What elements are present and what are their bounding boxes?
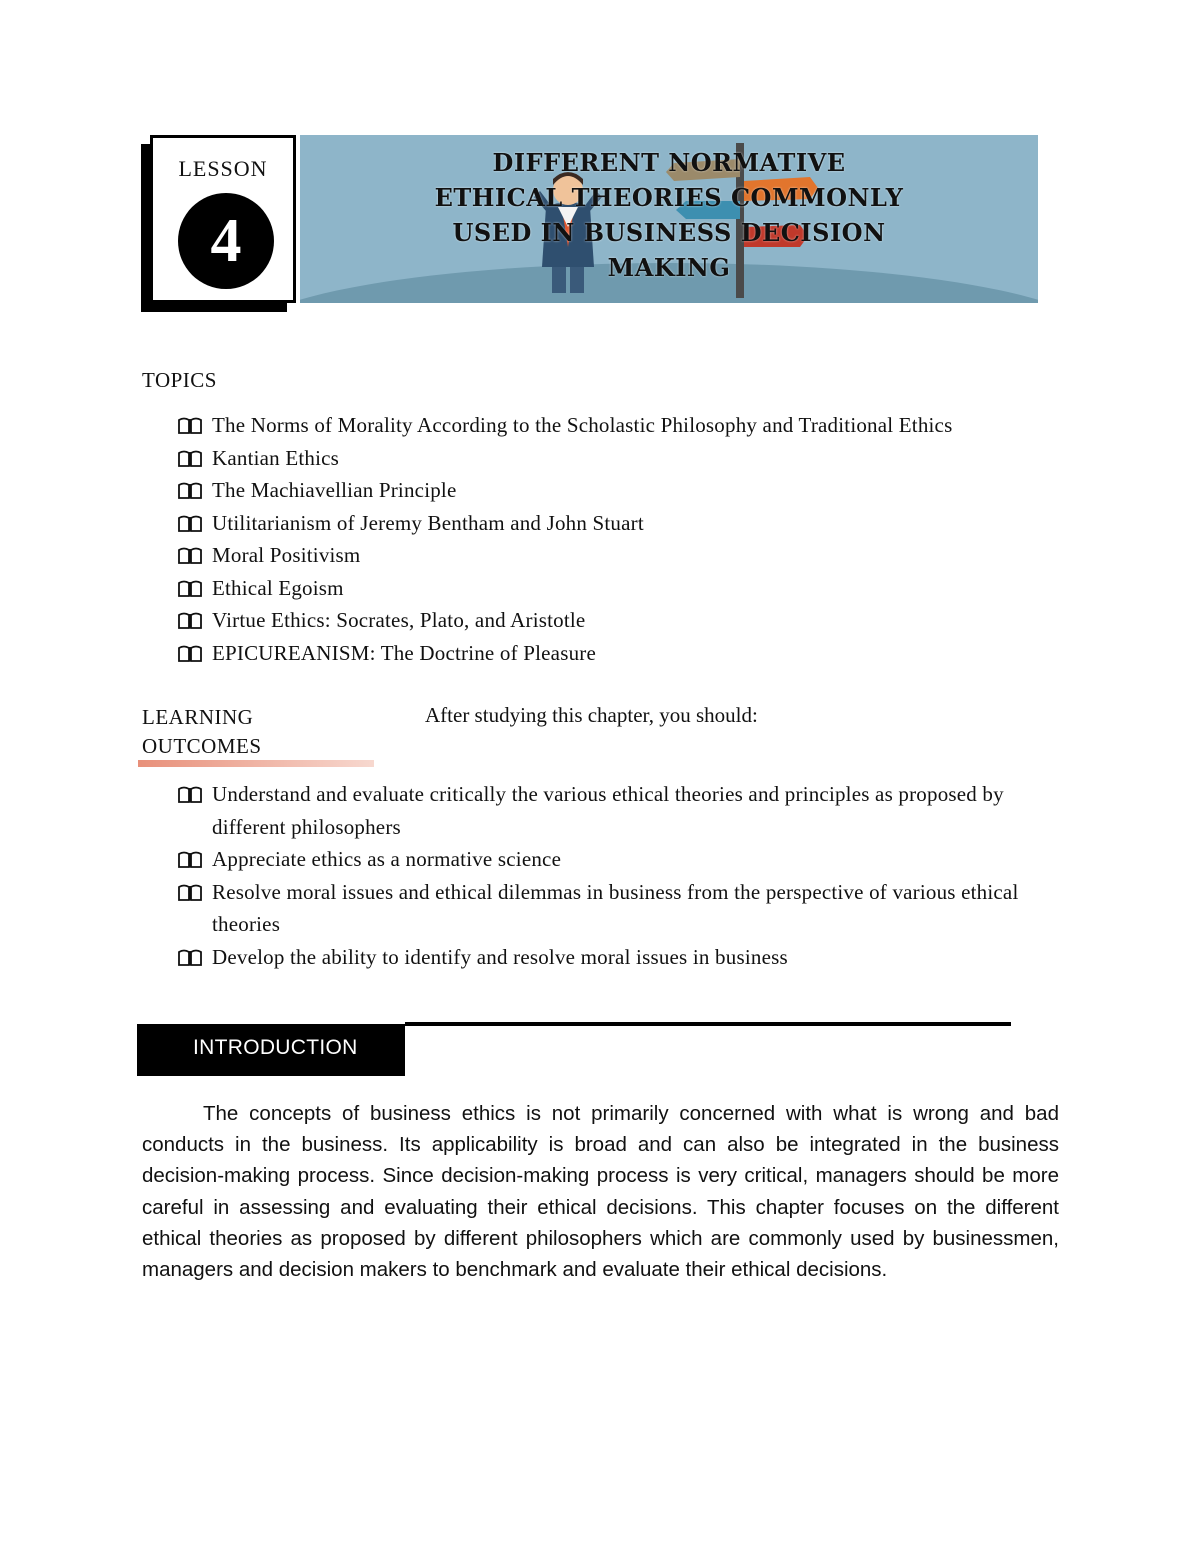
introduction-text: The concepts of business ethics is not primarily concerned with what is wrong and bad conducts in the business. Its applicability is broad and can also be integrated in the business decision-making process. Since decision-making process is very critical, managers should be more careful in assessing and evaluating their ethical decisions. This chapter focuses on the different ethical theories as proposed by different philosophers which are commonly used by businessmen, managers and decision makers to benchmark and evaluate their ethical decisions. <box>142 1102 1059 1282</box>
lesson-badge <box>150 135 296 303</box>
list-item <box>178 474 952 507</box>
outcome-text: Understand and evaluate critically the various ethical theories and principles as proposed by different philosophers <box>212 782 1004 839</box>
book-icon <box>178 547 202 564</box>
lesson-label: LESSON <box>178 156 268 181</box>
outcomes-underline <box>138 760 374 767</box>
book-icon <box>178 884 202 901</box>
outcome-text: Develop the ability to identify and resolve moral issues in business <box>212 944 788 969</box>
book-icon <box>178 580 202 597</box>
outcome-text: Appreciate ethics as a normative science <box>212 847 562 871</box>
list-item <box>178 778 1038 843</box>
list-item <box>178 409 952 442</box>
introduction-rule <box>405 1022 1011 1026</box>
topics-heading: TOPICS <box>142 368 217 392</box>
lesson-title-line: DIFFERENT NORMATIVE <box>492 148 846 177</box>
list-item <box>178 572 952 605</box>
book-icon <box>178 612 202 629</box>
book-icon <box>178 482 202 499</box>
lesson-title-line: MAKING <box>607 253 731 282</box>
topic-text: The Machiavellian Principle <box>212 478 457 502</box>
introduction-label: INTRODUCTION <box>193 1036 358 1059</box>
outcomes-heading-line: OUTCOMES <box>142 734 262 758</box>
topic-text: Virtue Ethics: Socrates, Plato, and Aristotle <box>212 608 586 632</box>
lesson-title <box>300 145 1038 285</box>
topic-text: Utilitarianism of Jeremy Bentham and John Stuart <box>212 510 644 535</box>
list-item <box>178 637 952 670</box>
book-icon <box>178 645 202 662</box>
book-icon <box>178 949 202 966</box>
book-icon <box>178 450 202 467</box>
book-icon <box>178 417 202 434</box>
topic-text: The Norms of Morality According to the Scholastic Philosophy and Traditional Ethics <box>212 413 953 437</box>
introduction-header <box>137 1024 405 1076</box>
topic-text: EPICUREANISM: The Doctrine of Pleasure <box>212 640 596 665</box>
list-item <box>178 442 952 475</box>
outcomes-heading-line: LEARNING <box>142 705 254 729</box>
topic-text: Moral Positivism <box>212 543 361 567</box>
book-icon <box>178 515 202 532</box>
outcomes-intro: After studying this chapter, you should: <box>425 703 758 727</box>
book-icon <box>178 851 202 868</box>
lesson-number: 4 <box>178 193 274 289</box>
list-item <box>178 941 1038 974</box>
list-item <box>178 507 952 540</box>
topic-text: Kantian Ethics <box>212 445 340 470</box>
lesson-title-line: ETHICAL THEORIES COMMONLY <box>434 183 904 212</box>
outcomes-list <box>178 778 1038 973</box>
outcome-text: Resolve moral issues and ethical dilemmas in business from the perspective of various ethical theories <box>212 879 1019 936</box>
list-item <box>178 843 1038 876</box>
book-icon <box>178 786 202 803</box>
list-item <box>178 604 952 637</box>
topic-text: Ethical Egoism <box>212 575 344 600</box>
topics-list <box>178 409 952 669</box>
lesson-banner <box>300 135 1038 303</box>
outcomes-heading <box>142 703 262 761</box>
lesson-title-line: USED IN BUSINESS DECISION <box>452 218 886 247</box>
list-item <box>178 539 952 572</box>
list-item <box>178 876 1038 941</box>
